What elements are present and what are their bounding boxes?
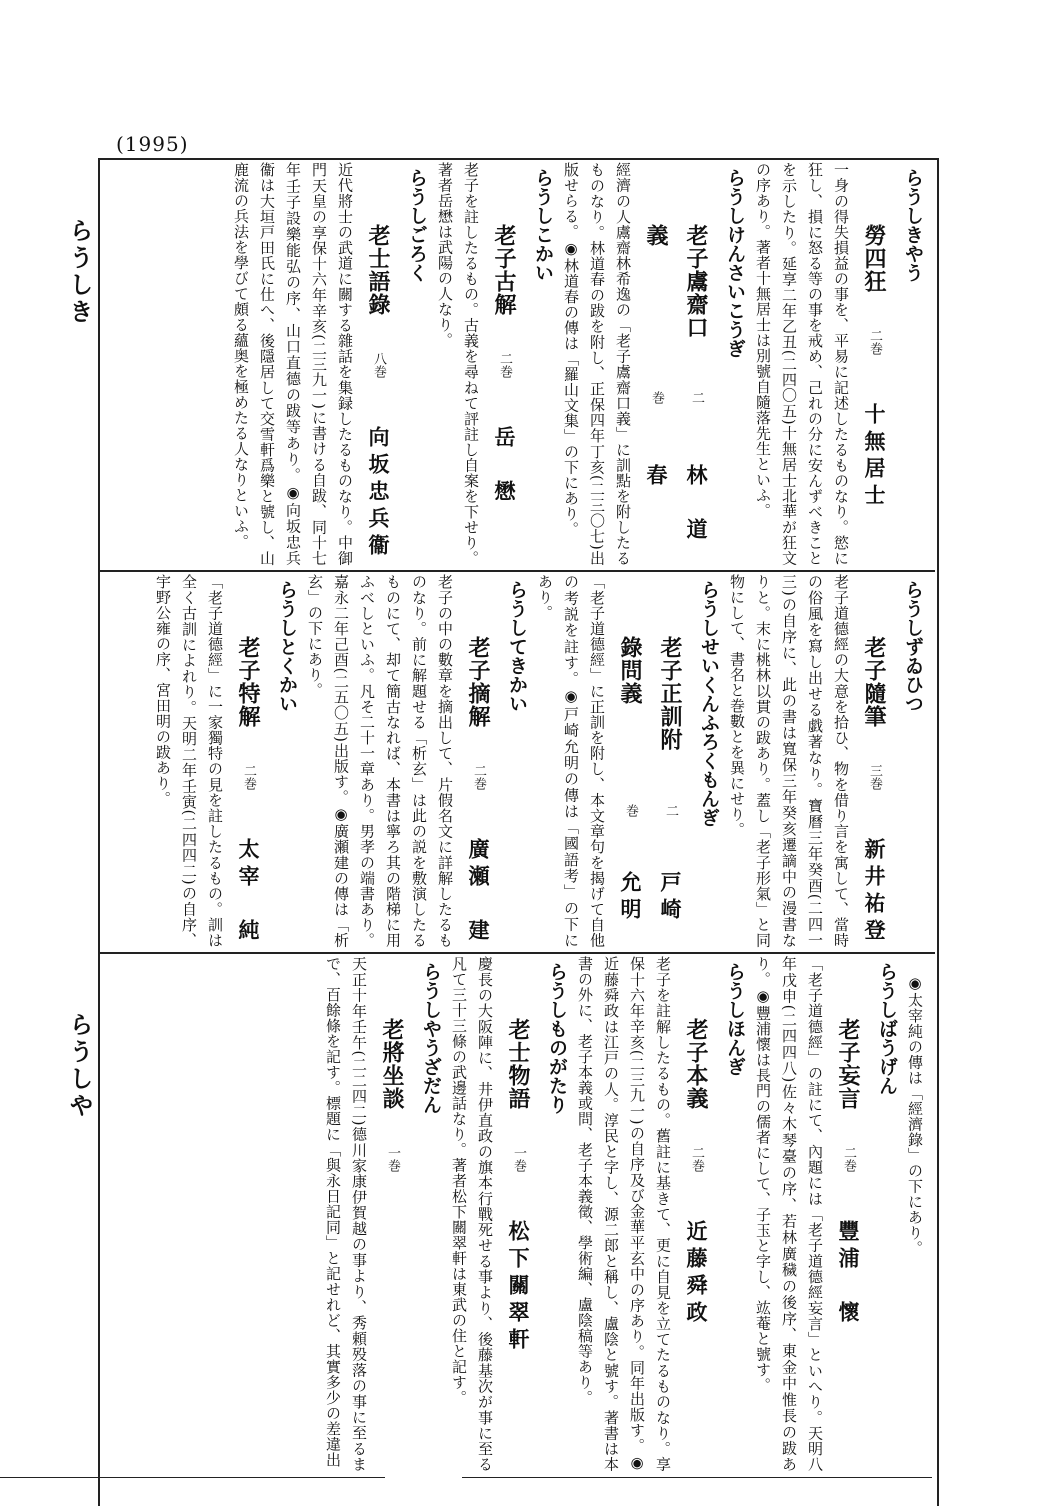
entry-author: 向坂忠兵衞 [366, 426, 391, 561]
entry-author: 十無居士 [862, 403, 887, 511]
entry-title-line [610, 636, 690, 948]
entry-body: 老子を註解したるもの。舊註に基きて、更に自見を立てたるものなり。享保十六年辛亥(二三九一)の自序及び金華平玄中の序あり。同年出版す。◉近藤舜政は江戸の人。淳民と字し、源二郎と稱し、盧陰と號す。著書は本書の外に、老子本義或問、老子本義徵、學術編、盧陰稿等あり。 [576, 956, 672, 1472]
entry-title: 老子妄言 [835, 1018, 861, 1110]
entry-reading: らうしせいくんふろくもんぎ [698, 580, 720, 827]
entry-volumes: 一巻 [511, 1146, 526, 1172]
entry-volumes: 二巻 [867, 329, 882, 355]
entry-author: 岳 懋 [492, 426, 517, 507]
entry-reading: らうしこかい [532, 168, 554, 282]
dictionary-entry [320, 956, 446, 1472]
entry-title: 老子本義 [683, 1018, 709, 1110]
entry-body: 「老子道德經」の註にて、內題には「老子道德經妄言」といへり。天明八年戊申(二四四八)佐々木琴臺の序、若林廣穢の後序、東金中惟長の跋あり。◉豐浦懷は長門の儒者にして、子玉と字し、竑菴と號す。 [754, 956, 824, 1472]
entry-body: 近代將士の武道に關する雜話を集録したるものなり。中御門天皇の享保十六年辛亥(二三九一)に書ける自跋、同十七年壬子設樂能弘の序、山口直德の跋等あり。◉向坂忠兵衞は大垣戸田氏に仕へ、後隱居して交雪軒爲樂と號し、山鹿流の兵法を學びて頗る蘊奥を極めたる人なりといふ。 [232, 162, 354, 566]
entry-volumes: 二巻 [649, 390, 704, 404]
entry-volumes: 二巻 [241, 764, 256, 790]
entry-volumes: 二巻 [471, 764, 486, 790]
entry-title-line [484, 224, 524, 566]
entry-title: 老士物語 [505, 1018, 531, 1110]
dictionary-entry [750, 162, 928, 566]
entry-reading: らうしものがたり [546, 962, 568, 1114]
entry-volumes: 八巻 [371, 352, 386, 378]
entry-title-line [676, 1018, 716, 1472]
entry-body: 老子道德經の大意を拾ひ、物を借り言を寓して、當時の俗風を寫し出せる戯著なり。寶曆三年癸酉(二四一三)の自序に、此の書は寬保三年癸亥遷謫中の漫書なりと。末に桃林以貫の跋あり。蓋し「老子形氣」と同物にして、書名と巻數とを異にせり。 [728, 574, 850, 948]
dictionary-entry [902, 956, 928, 1472]
entry-volumes: 一巻 [385, 1146, 400, 1172]
dictionary-entry [724, 574, 928, 948]
entry-title-line [228, 636, 268, 948]
entry-title-line [636, 224, 716, 566]
dictionary-entry [532, 574, 724, 948]
entry-title: 老將坐談 [379, 1018, 405, 1110]
entry-title: 老士語錄 [365, 224, 391, 316]
entry-author: 近藤舜政 [684, 1220, 709, 1328]
entry-title: 老子摘解 [465, 636, 491, 728]
entry-author: 廣瀬 建 [466, 838, 491, 946]
entry-title-line [358, 224, 398, 566]
dictionary-entry [150, 574, 302, 948]
footer-rule-right [462, 1477, 932, 1478]
section-divider-1 [98, 570, 935, 572]
entry-body: 「老子道德經」に正訓を附し、本文章句を揭げて自他の考説を註す。◉戸崎允明の傳は「國語考」の下にあり。 [536, 574, 606, 948]
entry-volumes: 二巻 [497, 352, 512, 378]
entry-title: 老子隨筆 [861, 636, 887, 728]
entry-author: 林 道春 [644, 463, 709, 545]
entry-volumes: 二巻 [623, 803, 678, 817]
entry-author: 松下關翠軒 [506, 1220, 531, 1355]
page-number: (1995) [116, 132, 189, 156]
entry-body: 慶長の大阪陣に、井伊直政の旗本行戰死せる事より、後藤基次が事に至る凡て三十三條の武邊話なり。著者松下關翠軒は東武の住と記す。 [450, 956, 494, 1472]
entry-body: 老子の中の數章を摘出して、片假名文に詳解したるものなり。前に解題せる「析玄」は此の説を敷演したるものにて、却て簡古なれば、本書は寧ろ其の階梯に用ふべしといふ。凡そ二十一章あり。男孝の端書あり。嘉永二年己酉(二五〇五)出版す。◉廣瀬建の傳は「析玄」の下にあり。 [306, 574, 454, 948]
entry-title: 老子正訓附錄問義 [617, 636, 683, 751]
entry-body: ◉太宰純の傳は「經濟錄」の下にあり。 [906, 974, 924, 1256]
entry-reading: らうしてきかい [506, 580, 528, 713]
section-middle [106, 574, 928, 948]
entry-body: 經濟の人鬳齋林希逸の「老子鬳齋口義」に訓點を附したるものなり。林道春の跋を附し、正保四年丁亥(二三〇七)出版せらる。◉林道春の傳は「羅山文集」の下にあり。 [562, 162, 632, 566]
dictionary-entry [302, 574, 532, 948]
entry-volumes: 二巻 [689, 1146, 704, 1172]
entry-volumes: 二巻 [841, 1146, 856, 1172]
entry-title-line [372, 1018, 412, 1472]
entry-body: 一身の得失損益の事を、平易に記述したるものなり。慾に狂し、損に怒る等の事を戒め、己れの分に安んずべきことを示したり。延享二年乙丑(二四〇五)十無居士北華が狂文の序あり。著者十無居士は別號自隨落先生といふ。 [754, 162, 850, 566]
entry-author: 戸崎允明 [618, 870, 683, 925]
entry-reading: らうしごろく [406, 168, 428, 282]
entry-title: 老子古解 [491, 224, 517, 316]
section-divider-2 [98, 952, 935, 954]
entry-title-line [498, 1018, 538, 1472]
entry-volumes: 三巻 [867, 764, 882, 790]
entry-body: 老子を註したるもの。古義を尋ねて評註し自案を下せり。著者岳懋は武陽の人なり。 [436, 162, 480, 566]
section-upper [106, 162, 928, 566]
entry-title-line [458, 636, 498, 948]
entry-reading: らうしきやう [902, 168, 924, 282]
footer-rule-left [0, 1477, 385, 1478]
entry-reading: らうしけんさいこうぎ [724, 168, 746, 358]
entry-reading: らうしばうげん [876, 962, 898, 1095]
dictionary-entry [572, 956, 750, 1472]
entry-author: 新井祐登 [862, 838, 887, 946]
thumb-index-lower: らうしや [65, 1012, 93, 1120]
entry-body: 天正十年壬午(二二四二)德川家康伊賀越の事より、秀頼殁落の事に至るまで、百餘條を記す。標題に「與永日記同」と記せれど、其實多少の差違出 [324, 956, 368, 1472]
entry-title-line [854, 636, 894, 948]
entry-title: 勞四狂 [861, 224, 887, 293]
entry-reading: らうしほんぎ [724, 962, 746, 1076]
dictionary-entry [228, 162, 432, 566]
entry-reading: らうしとくかい [276, 580, 298, 713]
entry-title: 老子特解 [235, 636, 261, 728]
entry-title: 老子鬳齋口義 [643, 224, 709, 339]
dictionary-entry [558, 162, 750, 566]
entry-reading: らうしやうざだん [420, 962, 442, 1114]
entry-author: 太宰 純 [236, 838, 261, 946]
entry-title-line [854, 224, 894, 566]
thumb-index-upper: らうしき [65, 218, 93, 326]
entry-author: 豐浦 懷 [836, 1220, 861, 1328]
section-lower [106, 956, 928, 1472]
dictionary-entry [432, 162, 558, 566]
entry-reading: らうしずゐひつ [902, 580, 924, 713]
dictionary-entry [446, 956, 572, 1472]
dictionary-entry [750, 956, 902, 1472]
entry-body: 「老子道德經」に一家獨特の見を註したるもの。訓は全く古訓によれり。天明二年壬寅(二四四二)の自序、宇野公雍の序、宮田明の跋あり。 [154, 574, 224, 948]
entry-title-line [828, 1018, 868, 1472]
